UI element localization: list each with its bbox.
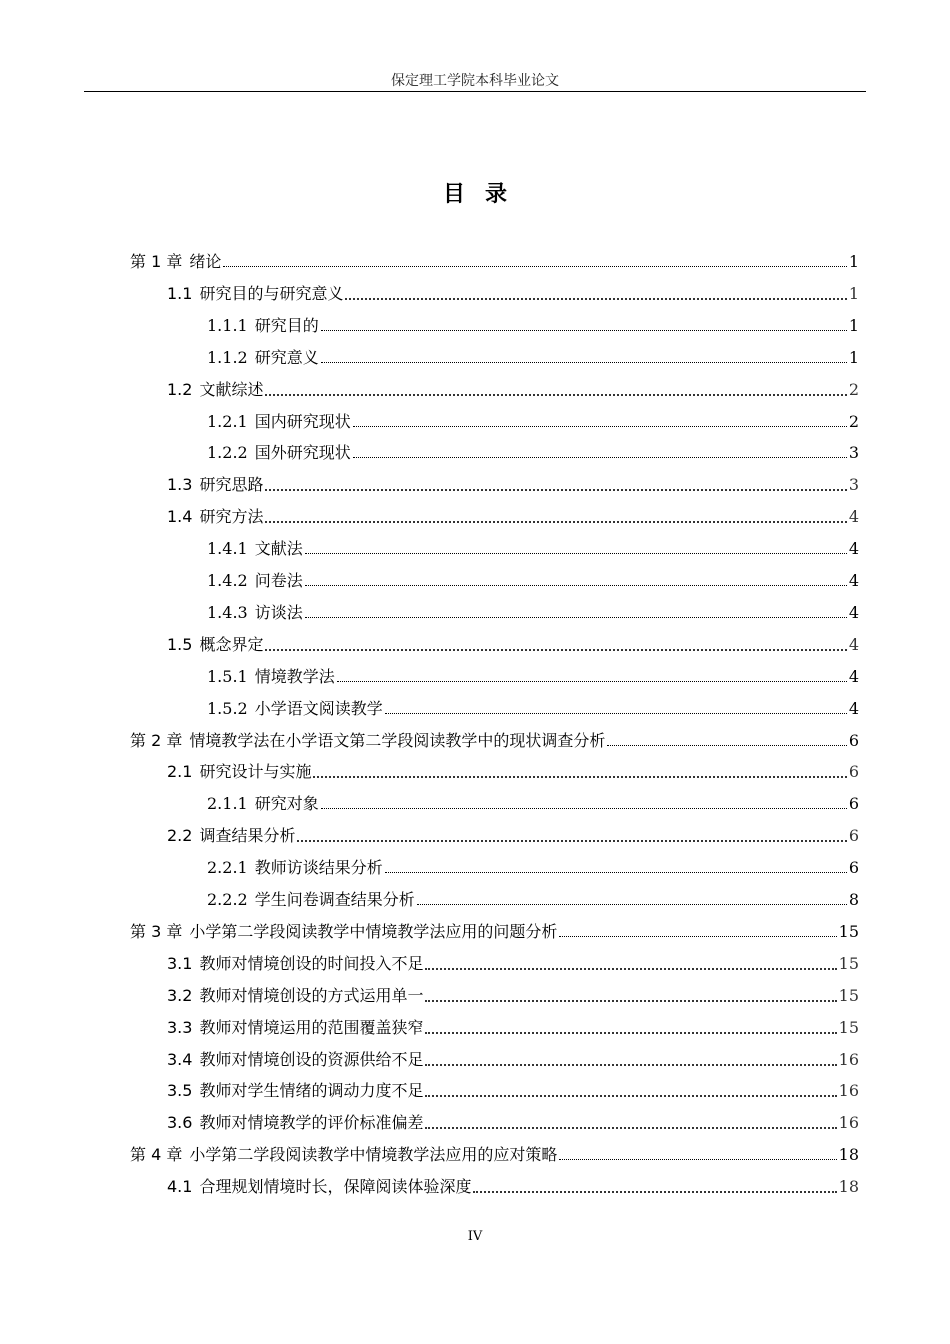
toc-dot-leader	[385, 713, 847, 714]
toc-entry-label	[167, 1112, 423, 1134]
toc-entry-label	[130, 921, 557, 943]
toc-entry-page: 18	[838, 1145, 859, 1165]
toc-entry-number: 2.1.1	[207, 794, 248, 814]
toc-entry-number: 4.1	[167, 1177, 193, 1197]
toc-entry-number: 1.2.2	[207, 443, 248, 463]
toc-entry-label	[167, 1080, 423, 1102]
toc-entry-text: 小学语文阅读教学	[254, 698, 383, 718]
toc-entry-page: 4	[848, 666, 859, 686]
toc-entry-label	[167, 825, 295, 847]
toc-entry-page: 18	[838, 1177, 859, 1197]
toc-entry-label	[130, 251, 221, 273]
toc-entry-page: 6	[848, 794, 859, 814]
toc-entry-number: 第 2 章	[130, 730, 183, 750]
toc-entry-number: 1.2	[167, 379, 193, 399]
toc-entry[interactable]	[207, 657, 859, 688]
toc-dot-leader	[353, 426, 847, 427]
toc-entry-number: 1.4.2	[207, 571, 248, 590]
toc-entry-number: 1.4.1	[207, 539, 248, 559]
toc-entry-page: 4	[848, 507, 859, 527]
toc-entry-label	[207, 602, 303, 624]
toc-dot-leader	[607, 745, 846, 746]
toc-entry-text: 国外研究现状	[254, 443, 351, 463]
toc-entry[interactable]	[167, 1167, 859, 1198]
toc-dot-leader	[559, 1159, 836, 1160]
toc-entry[interactable]	[207, 402, 859, 433]
toc-entry-text: 研究方法	[199, 507, 264, 527]
toc-entry-text: 研究意义	[254, 347, 319, 367]
toc-entry-text: 教师对情境创设的方式运用单一	[199, 985, 424, 1005]
toc-entry-label	[167, 761, 311, 783]
toc-entry-text: 国内研究现状	[254, 411, 351, 431]
toc-dot-leader	[425, 1127, 836, 1129]
toc-entry-number: 第 4 章	[130, 1145, 183, 1165]
toc-entry-label	[167, 474, 263, 496]
toc-entry-page: 1	[848, 252, 859, 271]
toc-entry-text: 教师对情境创设的资源供给不足	[199, 1049, 424, 1069]
toc-entry-label	[167, 1176, 471, 1198]
toc-entry-number: 第 1 章	[130, 252, 183, 271]
toc-dot-leader	[425, 1032, 836, 1034]
toc-entry-number: 1.5.1	[207, 666, 248, 686]
toc-entry-page: 15	[838, 953, 859, 973]
toc-entry[interactable]	[167, 370, 859, 401]
toc-entry-page: 4	[848, 602, 859, 622]
toc-dot-leader	[425, 1095, 836, 1097]
toc-entry-page: 3	[848, 443, 859, 463]
toc-entry-text: 教师对情境创设的时间投入不足	[199, 953, 424, 973]
toc-entry-label	[167, 283, 343, 305]
toc-entry-label	[207, 793, 319, 815]
toc-entry-label	[167, 985, 423, 1007]
toc-entry-text: 情境教学法在小学语文第二学段阅读教学中的现状调查分析	[189, 730, 606, 750]
toc-dot-leader	[559, 936, 836, 937]
toc-entry-text: 文献法	[254, 539, 303, 559]
toc-entry-page: 6	[848, 762, 859, 782]
toc-dot-leader	[353, 457, 847, 458]
toc-entry[interactable]	[167, 465, 859, 496]
toc-entry[interactable]	[167, 1040, 859, 1071]
toc-entry-label	[167, 634, 263, 656]
toc-entry[interactable]	[207, 880, 859, 911]
toc-entry-text: 小学第二学段阅读教学中情境教学法应用的问题分析	[189, 921, 558, 941]
toc-dot-leader	[305, 585, 847, 586]
toc-entry-text: 问卷法	[254, 571, 303, 590]
toc-dot-leader	[425, 1000, 836, 1002]
toc-entry-number: 1.3	[167, 475, 193, 495]
toc-entry-label	[207, 347, 319, 369]
toc-entry[interactable]	[167, 1103, 859, 1134]
toc-entry-number: 3.5	[167, 1081, 193, 1101]
toc-entry-label	[207, 666, 335, 688]
toc-entry-label	[207, 889, 415, 911]
toc-entry-text: 文献综述	[199, 379, 264, 399]
toc-entry-number: 2.2.2	[207, 890, 248, 909]
toc-entry-label	[207, 570, 303, 592]
toc-entry-page: 15	[838, 985, 859, 1005]
toc-entry-number: 1.4.3	[207, 602, 248, 622]
toc-entry-page: 8	[848, 890, 859, 909]
toc-dot-leader	[265, 394, 846, 396]
toc-entry-page: 2	[848, 411, 859, 431]
toc-dot-leader	[321, 808, 847, 809]
toc-dot-leader	[321, 330, 847, 331]
toc-entry-number: 1.5	[167, 634, 193, 654]
toc-title: 目录	[442, 182, 527, 207]
toc-entry-text: 研究对象	[254, 794, 319, 814]
toc-entry-page: 2	[848, 379, 859, 399]
toc-entry-text: 绪论	[189, 252, 222, 271]
toc-entry-number: 1.4	[167, 507, 193, 527]
toc-entry-label	[167, 1017, 423, 1039]
toc-dot-leader	[425, 1064, 836, 1066]
toc-entry-number: 1.5.2	[207, 698, 248, 718]
toc-entry-text: 研究设计与实施	[199, 762, 312, 782]
toc-entry-number: 3.1	[167, 953, 193, 973]
toc-entry-label	[207, 442, 351, 464]
toc-dot-leader	[473, 1191, 836, 1193]
toc-dot-leader	[297, 840, 846, 842]
toc-entry-number: 3.3	[167, 1017, 193, 1037]
toc-dot-leader	[345, 298, 846, 300]
toc-entry-number: 1.1.1	[207, 315, 248, 335]
toc-entry-page: 16	[838, 1081, 859, 1101]
toc-entry[interactable]	[167, 944, 859, 975]
toc-dot-leader	[321, 362, 847, 363]
toc-entry-number: 第 3 章	[130, 921, 183, 941]
toc-entry-text: 研究目的	[254, 315, 319, 335]
toc-entry-number: 3.2	[167, 985, 193, 1005]
toc-entry[interactable]	[167, 625, 859, 656]
toc-dot-leader	[305, 553, 847, 554]
toc-entry-text: 教师访谈结果分析	[254, 858, 383, 878]
toc-entry-label	[207, 698, 383, 720]
toc-entry-text: 合理规划情境时长，保障阅读体验深度	[199, 1177, 472, 1197]
toc-entry-text: 教师对情境教学的评价标准偏差	[199, 1113, 424, 1133]
toc-dot-leader	[385, 872, 847, 873]
toc-entry[interactable]	[167, 816, 859, 847]
toc-entry[interactable]	[167, 752, 859, 783]
header-rule	[84, 91, 866, 92]
toc-entry-label	[167, 506, 263, 528]
toc-entry[interactable]	[167, 274, 859, 305]
toc-dot-leader	[265, 521, 846, 523]
toc-entry-page: 6	[848, 858, 859, 878]
toc-dot-leader	[417, 904, 847, 905]
toc-entry[interactable]	[207, 593, 859, 624]
toc-entry[interactable]	[167, 976, 859, 1007]
toc-entry[interactable]	[167, 497, 859, 528]
toc-entry[interactable]	[167, 1071, 859, 1102]
toc-entry-page: 16	[838, 1049, 859, 1069]
toc-dot-leader	[337, 681, 847, 682]
toc-entry-page: 6	[848, 826, 859, 846]
toc-entry-number: 3.6	[167, 1113, 193, 1133]
toc-entry-label	[167, 1049, 423, 1071]
toc-entry-text: 访谈法	[254, 602, 303, 622]
toc-entry-number: 2.2.1	[207, 858, 248, 878]
toc-entry[interactable]	[207, 689, 859, 720]
toc-entry[interactable]	[207, 848, 859, 879]
toc-entry-label	[167, 379, 263, 401]
toc-dot-leader	[265, 649, 846, 651]
toc-entry-page: 4	[848, 571, 859, 590]
toc-entry-page: 1	[848, 315, 859, 335]
toc-entry[interactable]	[130, 721, 859, 752]
toc-entry-label	[207, 315, 319, 337]
toc-entry[interactable]	[207, 338, 859, 369]
toc-entry-label	[207, 857, 383, 879]
toc-entry-number: 2.1	[167, 762, 193, 782]
toc-entry-page: 16	[838, 1113, 859, 1133]
toc-entry-text: 教师对学生情绪的调动力度不足	[199, 1081, 424, 1101]
toc-entry-text: 研究目的与研究意义	[199, 283, 344, 303]
toc-entry-number: 1.1.2	[207, 347, 248, 367]
toc-entry-page: 4	[848, 539, 859, 559]
page-number: IV	[467, 1229, 483, 1244]
toc-entry-page: 1	[848, 347, 859, 367]
toc-entry-label	[207, 538, 303, 560]
toc-entry-text: 研究思路	[199, 475, 264, 495]
toc-dot-leader	[313, 776, 846, 778]
toc-entry[interactable]	[207, 306, 859, 337]
toc-entry-number: 1.2.1	[207, 411, 248, 431]
toc-entry-page: 4	[848, 698, 859, 718]
toc-entry-label	[207, 411, 351, 433]
toc-entry[interactable]	[130, 1135, 859, 1166]
toc-entry-text: 教师对情境运用的范围覆盖狭窄	[199, 1017, 424, 1037]
toc-entry-label	[130, 730, 605, 752]
toc-entry[interactable]	[207, 784, 859, 815]
toc-entry-text: 学生问卷调查结果分析	[254, 890, 415, 909]
running-header: 保定理工学院本科毕业论文	[391, 73, 559, 89]
toc-entry-label	[167, 953, 423, 975]
toc-entry[interactable]	[207, 433, 859, 464]
toc-entry-text: 小学第二学段阅读教学中情境教学法应用的应对策略	[189, 1145, 558, 1165]
toc-entry-page: 1	[848, 283, 859, 303]
toc-entry-text: 情境教学法	[254, 666, 335, 686]
toc-entry-page: 15	[838, 921, 859, 941]
toc-entry[interactable]	[130, 912, 859, 943]
toc-entry-page: 6	[848, 730, 859, 750]
toc-dot-leader	[265, 489, 846, 491]
toc-dot-leader	[425, 968, 836, 970]
toc-dot-leader	[223, 266, 846, 267]
toc-entry[interactable]	[207, 529, 859, 560]
toc-entry-number: 2.2	[167, 826, 193, 846]
toc-entry-page: 4	[848, 634, 859, 654]
toc-entry-page: 3	[848, 475, 859, 495]
toc-entry-label	[130, 1144, 557, 1166]
toc-entry-number: 3.4	[167, 1049, 193, 1069]
toc-dot-leader	[305, 617, 847, 618]
toc-entry[interactable]	[130, 242, 859, 273]
toc-entry[interactable]	[167, 1008, 859, 1039]
toc-entry-text: 概念界定	[199, 634, 264, 654]
toc-entry-text: 调查结果分析	[199, 826, 296, 846]
toc-entry-number: 1.1	[167, 283, 193, 303]
toc-entry-page: 15	[838, 1017, 859, 1037]
toc-entry[interactable]	[207, 561, 859, 592]
